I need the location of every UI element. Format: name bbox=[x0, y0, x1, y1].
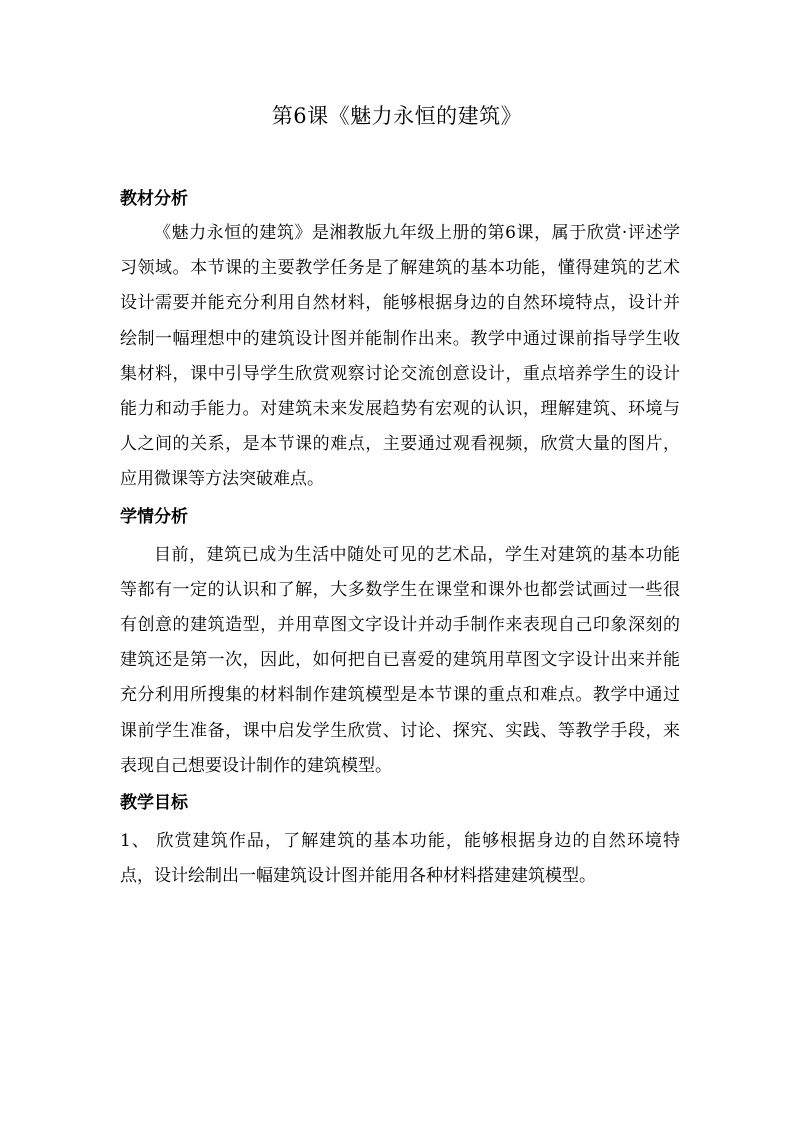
section-paragraph-teaching-goals: 1、 欣赏建筑作品，了解建筑的基本功能，能够根据身边的自然环境特点，设计绘制出一幅建筑设计图并能用各种材料搭建建筑模型。 bbox=[120, 831, 680, 887]
section-heading-textbook-analysis: 教材分析 bbox=[120, 189, 188, 209]
document-body bbox=[120, 182, 680, 894]
section-heading-teaching-goals: 教学目标 bbox=[120, 793, 188, 814]
section-paragraph-textbook-analysis: 《魅力永恒的建筑》是湘教版九年级上册的第6课，属于欣赏·评述学习领域。本节课的主要教学任务是了解建筑的基本功能，懂得建筑的艺术设计需要并能充分利用自然材料，能够根据身边的自然环境特点，设计并绘制一幅理想中的建筑设计图并能制作出来。教学中通过课前指导学生收集材料，课中引导学生欣赏观察讨论交流创意设计，重点培养学生的设计能力和动手能力。对建筑未来发展趋势有宏观的认识，理解建筑、环境与人之间的关系，是本节课的难点，主要通过观看视频，欣赏大量的图片，应用微课等方法突破难点。 bbox=[120, 223, 680, 490]
page-title: 第6课《魅力永恒的建筑》 bbox=[271, 104, 523, 128]
section-heading-student-analysis: 学情分析 bbox=[120, 506, 188, 527]
section-paragraph-student-analysis: 目前，建筑已成为生活中随处可见的艺术品，学生对建筑的基本功能等都有一定的认识和了解，大多数学生在课堂和课外也都尝试画过一些很有创意的建筑造型，并用草图文字设计并动手制作来表现自己印象深刻的建筑还是第一次，因此，如何把自已喜爱的建筑用草图文字设计出来并能充分利用所搜集的材料制作建筑模型是本节课的重点和难点。教学中通过课前学生准备，课中启发学生欣赏、讨论、探究、实践、等教学手段，来表现自己想要设计制作的建筑模型。 bbox=[120, 544, 680, 776]
